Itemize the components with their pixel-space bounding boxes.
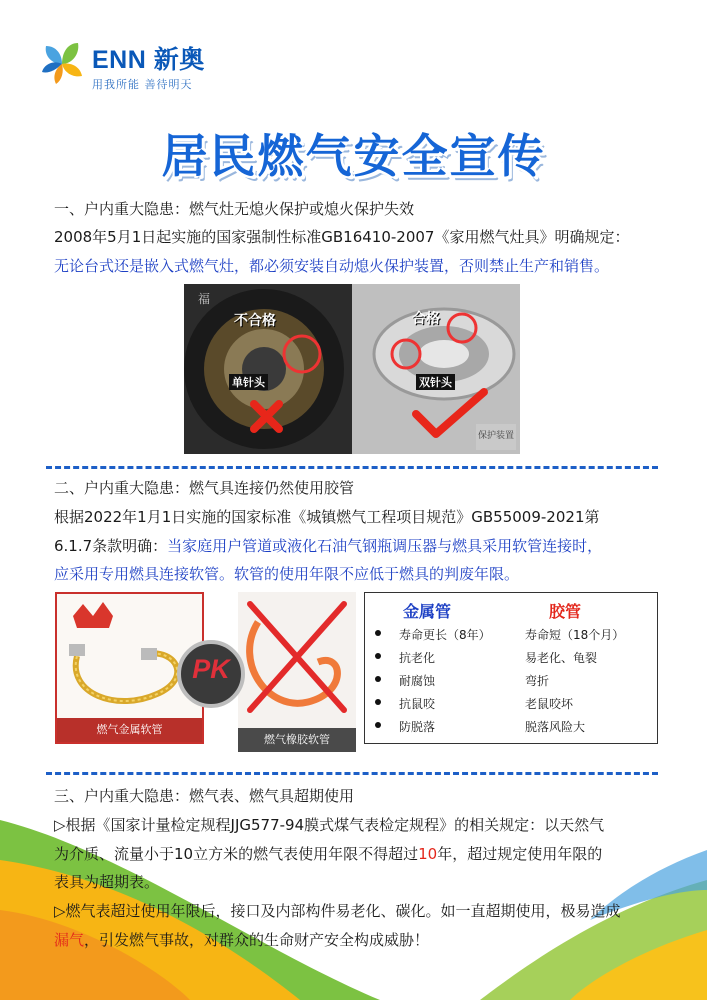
section2-line3 xyxy=(54,564,519,584)
photo-label-double-needle: 双针头 xyxy=(416,374,455,390)
section3-p1-line2 xyxy=(54,844,602,864)
bullet-icon xyxy=(375,653,381,659)
rubber-cell: 脱落风险大 xyxy=(525,720,586,734)
stove-comparison-photo xyxy=(184,284,520,454)
metal-cell: 寿命更长（8年） xyxy=(399,628,491,642)
section3-p1-line2-a: 为介质、流量小于10立方米的燃气表使用年限不得超过 xyxy=(54,845,419,863)
metal-hose-caption: 燃气金属软管 xyxy=(57,718,202,742)
rubber-hose-card xyxy=(238,592,356,752)
section3-p2-line2 xyxy=(54,930,429,950)
rubber-cell: 寿命短（18个月） xyxy=(525,628,625,642)
section2-line1: 根据2022年1月1日实施的国家标准《城镇燃气工程项目规范》GB55009-2021第 xyxy=(54,508,600,526)
cross-icon xyxy=(250,604,344,710)
brand-slogan: 用我所能 善待明天 xyxy=(92,78,193,91)
metal-cell: 耐腐蚀 xyxy=(399,674,436,688)
brand-name: ENN 新奥 xyxy=(92,46,205,74)
section3-p2-line2-red: 漏气 xyxy=(54,931,85,949)
photo-label-qualified: 合格 xyxy=(412,311,440,327)
table-row xyxy=(365,649,659,671)
section-divider xyxy=(46,466,658,469)
bullet-icon xyxy=(375,699,381,705)
metal-cell: 抗老化 xyxy=(399,651,436,665)
section2-heading: 二、户内重大隐患：燃气具连接仍然使用胶管 xyxy=(54,479,355,497)
enn-logo-icon xyxy=(38,38,86,86)
section1-line1: 2008年5月1日起实施的国家强制性标准GB16410-2007《家用燃气灶具》明确规定： xyxy=(54,228,630,246)
rubber-cell: 弯折 xyxy=(525,674,550,688)
bullet-icon xyxy=(375,630,381,636)
section3-p2-line2-b: ，引发燃气事故，对群众的生命财产安全构成威胁！ xyxy=(84,931,430,949)
section2-line2 xyxy=(54,536,602,556)
crown-icon xyxy=(73,602,113,628)
section3-p2-line1: ▷燃气表超过使用年限后，接口及内部构件易老化、碳化。如一直超期使用，极易造成 xyxy=(54,902,621,920)
page-title: 居民燃气安全宣传 xyxy=(161,129,546,183)
section2-line2-highlight: 当家庭用户管道或液化石油气钢瓶调压器与燃具采用软管连接时， xyxy=(167,537,603,555)
metal-cell: 抗鼠咬 xyxy=(399,697,436,711)
section3-p1-line3: 表具为超期表。 xyxy=(54,873,160,891)
rubber-cell: 易老化、龟裂 xyxy=(525,651,598,665)
rubber-cell: 老鼠咬坏 xyxy=(525,697,574,711)
section3-p1-line1: ▷根据《国家计量检定规程JJG577-94膜式煤气表检定规程》的相关规定：以天然气 xyxy=(54,816,605,834)
table-row xyxy=(365,695,659,717)
pk-badge-text: PK xyxy=(192,654,230,684)
photo-label-single-needle: 单针头 xyxy=(229,374,268,390)
metal-cell: 防脱落 xyxy=(399,720,436,734)
photo-label-unqualified: 不合格 xyxy=(234,313,276,329)
table-row xyxy=(365,626,659,648)
bullet-icon xyxy=(375,722,381,728)
section3-heading: 三、户内重大隐患：燃气表、燃气具超期使用 xyxy=(54,787,355,805)
section1-heading: 一、户内重大隐患：燃气灶无熄火保护或熄火保护失效 xyxy=(54,200,415,218)
rubber-hose-caption: 燃气橡胶软管 xyxy=(238,728,356,752)
section2-line3-a: 应采用专用燃具连接软管。 xyxy=(54,565,235,583)
section-divider xyxy=(46,772,658,775)
metal-column-title: 金属管 xyxy=(403,602,452,621)
table-row xyxy=(365,672,659,694)
section2-line3-b: 软管的使用年限不应低于燃具的判废年限。 xyxy=(234,565,520,583)
section2-line2-prefix: 6.1.7条款明确： xyxy=(54,537,168,555)
photo-watermark: 保护装置 xyxy=(478,431,515,441)
section3-p1-line2-red: 10 xyxy=(418,845,438,863)
section3-p1-line2-b: 年，超过规定使用年限的 xyxy=(437,845,603,863)
hose-comparison-table xyxy=(364,592,658,744)
photo-corner-logo: 福 xyxy=(198,292,211,306)
bullet-icon xyxy=(375,676,381,682)
section1-line2: 无论台式还是嵌入式燃气灶，都必须安装自动熄火保护装置，否则禁止生产和销售。 xyxy=(54,257,610,275)
table-row xyxy=(365,718,659,740)
rubber-column-title: 胶管 xyxy=(549,602,582,621)
